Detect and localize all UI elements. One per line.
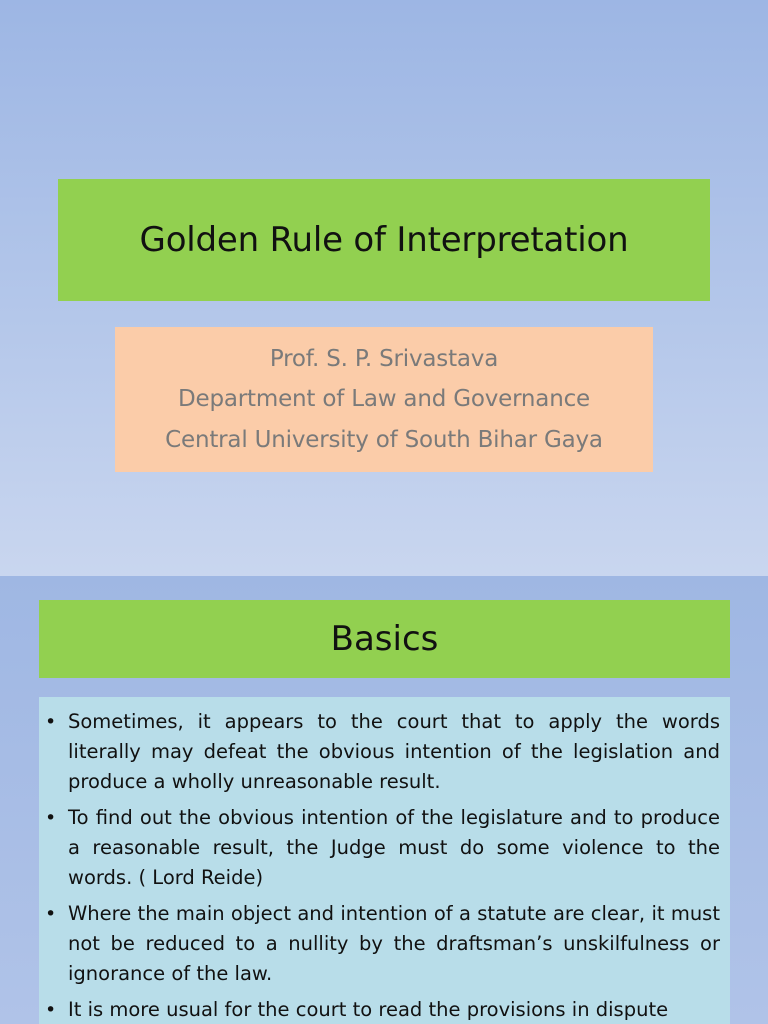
basics-slide xyxy=(0,576,768,1024)
list-item xyxy=(39,803,720,893)
bullet-text: It is more usual for the court to read the provisions in dispute xyxy=(68,998,669,1021)
author-department: Department of Law and Governance xyxy=(178,386,590,413)
heading-banner xyxy=(39,600,730,678)
bullet-text: Where the main object and intention of a statute are clear, it must not be reduced to a nullity by the draftsman’s unskilfulness or ignorance of the law. xyxy=(68,902,720,985)
bullet-icon: • xyxy=(45,903,57,925)
bullet-icon: • xyxy=(45,999,57,1021)
title-banner xyxy=(58,179,710,301)
bullet-list xyxy=(39,697,730,1024)
bullet-icon: • xyxy=(45,807,57,829)
author-banner xyxy=(115,327,653,472)
slide-heading: Basics xyxy=(330,619,439,659)
bullet-text: Sometimes, it appears to the court that to apply the words literally may defeat the obvious intention of the legislation and produce a wholly unreasonable result. xyxy=(68,710,720,793)
author-university: Central University of South Bihar Gaya xyxy=(165,426,603,453)
list-item xyxy=(39,995,720,1024)
bullet-text: To find out the obvious intention of the legislature and to produce a reasonable result, the Judge must do some violence to the words. ( Lord Reide) xyxy=(68,806,720,889)
content-panel xyxy=(39,697,730,1024)
bullet-icon: • xyxy=(45,711,57,733)
list-item xyxy=(39,899,720,989)
slide-title: Golden Rule of Interpretation xyxy=(139,220,629,260)
author-name: Prof. S. P. Srivastava xyxy=(269,345,499,372)
list-item xyxy=(39,707,720,797)
